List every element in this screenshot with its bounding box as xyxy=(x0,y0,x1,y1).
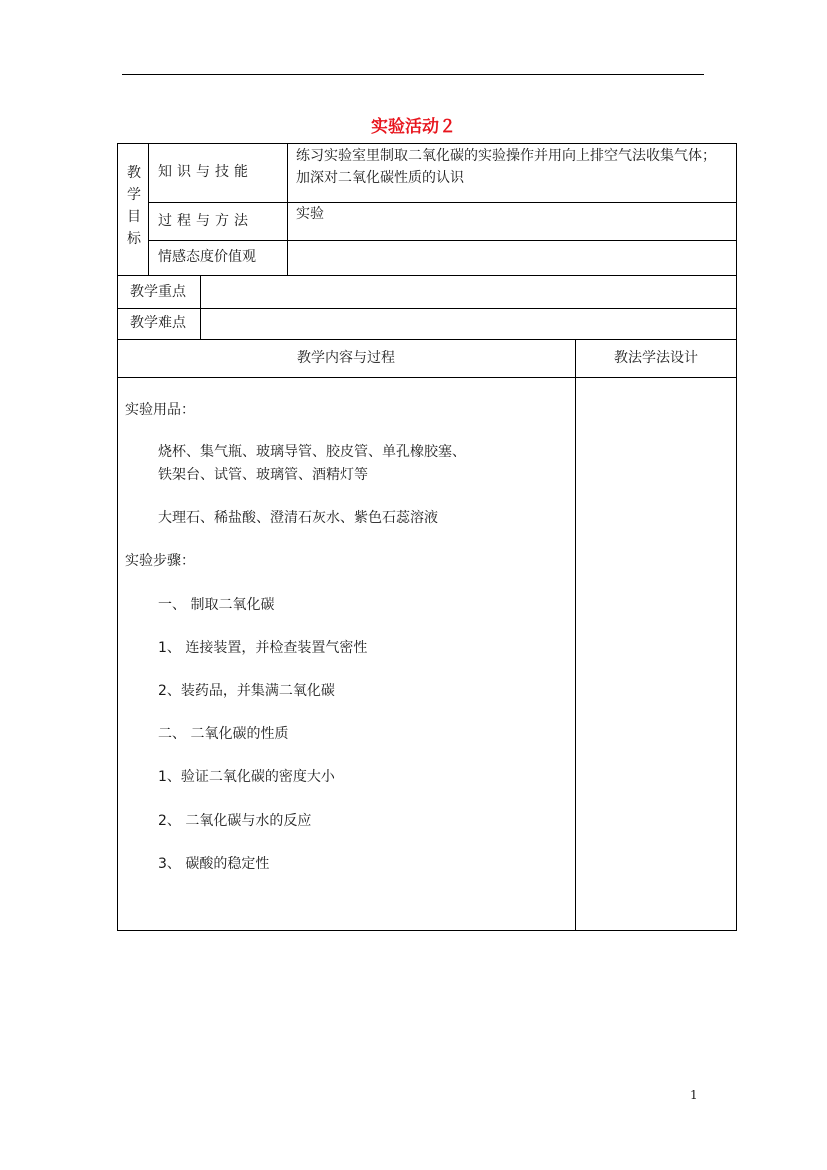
materials-line2: 铁架台、试管、玻璃管、酒精灯等 xyxy=(158,467,368,483)
objective-label-knowledge: 知识与技能 xyxy=(158,164,253,180)
objectives-label-divider xyxy=(287,143,288,275)
process-column-divider xyxy=(575,339,576,931)
objectives-bottom-line xyxy=(117,275,737,276)
section2-step1: 1、验证二氧化碳的密度大小 xyxy=(158,769,335,785)
process-header-right: 教法学法设计 xyxy=(614,350,698,366)
difficult-points-bottom-line xyxy=(117,339,737,340)
objectives-group-divider xyxy=(148,143,149,275)
objective-content-knowledge-line1: 练习实验室里制取二氧化碳的实验操作并用向上排空气法收集气体； xyxy=(296,148,716,164)
process-header-left: 教学内容与过程 xyxy=(297,350,395,366)
section1-step2: 2、装药品，并集满二氧化碳 xyxy=(158,683,335,699)
key-points-bottom-line xyxy=(117,308,737,309)
document-title: 实验活动２ xyxy=(371,117,456,137)
steps-heading: 实验步骤： xyxy=(125,553,195,569)
section1-step1: 1、 连接装置，并检查装置气密性 xyxy=(158,640,368,656)
objectives-row1-divider xyxy=(148,202,737,203)
points-label-divider xyxy=(200,275,201,339)
page-number: 1 xyxy=(690,1088,698,1102)
section2-step3: 3、 碳酸的稳定性 xyxy=(158,856,270,872)
objectives-row2-divider xyxy=(148,240,737,241)
materials-heading: 实验用品： xyxy=(125,402,195,418)
reagents-line: 大理石、稀盐酸、澄清石灰水、紫色石蕊溶液 xyxy=(158,510,438,526)
difficult-points-label: 教学难点 xyxy=(130,315,186,331)
key-points-label: 教学重点 xyxy=(130,284,186,300)
materials-line1: 烧杯、集气瓶、玻璃导管、胶皮管、单孔橡胶塞、 xyxy=(158,444,466,460)
process-header-bottom-line xyxy=(117,377,737,378)
objective-content-process: 实验 xyxy=(296,206,324,222)
objectives-group-label: 教学目标 xyxy=(127,165,141,247)
objective-label-process: 过程与方法 xyxy=(158,213,253,229)
section2-step2: 2、 二氧化碳与水的反应 xyxy=(158,813,312,829)
objective-content-knowledge-line2: 加深对二氧化碳性质的认识 xyxy=(296,170,464,186)
section1-heading: 一、 制取二氧化碳 xyxy=(158,597,275,613)
objective-label-attitude: 情感态度价值观 xyxy=(158,249,256,265)
header-rule xyxy=(122,74,704,75)
section2-heading: 二、 二氧化碳的性质 xyxy=(158,726,289,742)
